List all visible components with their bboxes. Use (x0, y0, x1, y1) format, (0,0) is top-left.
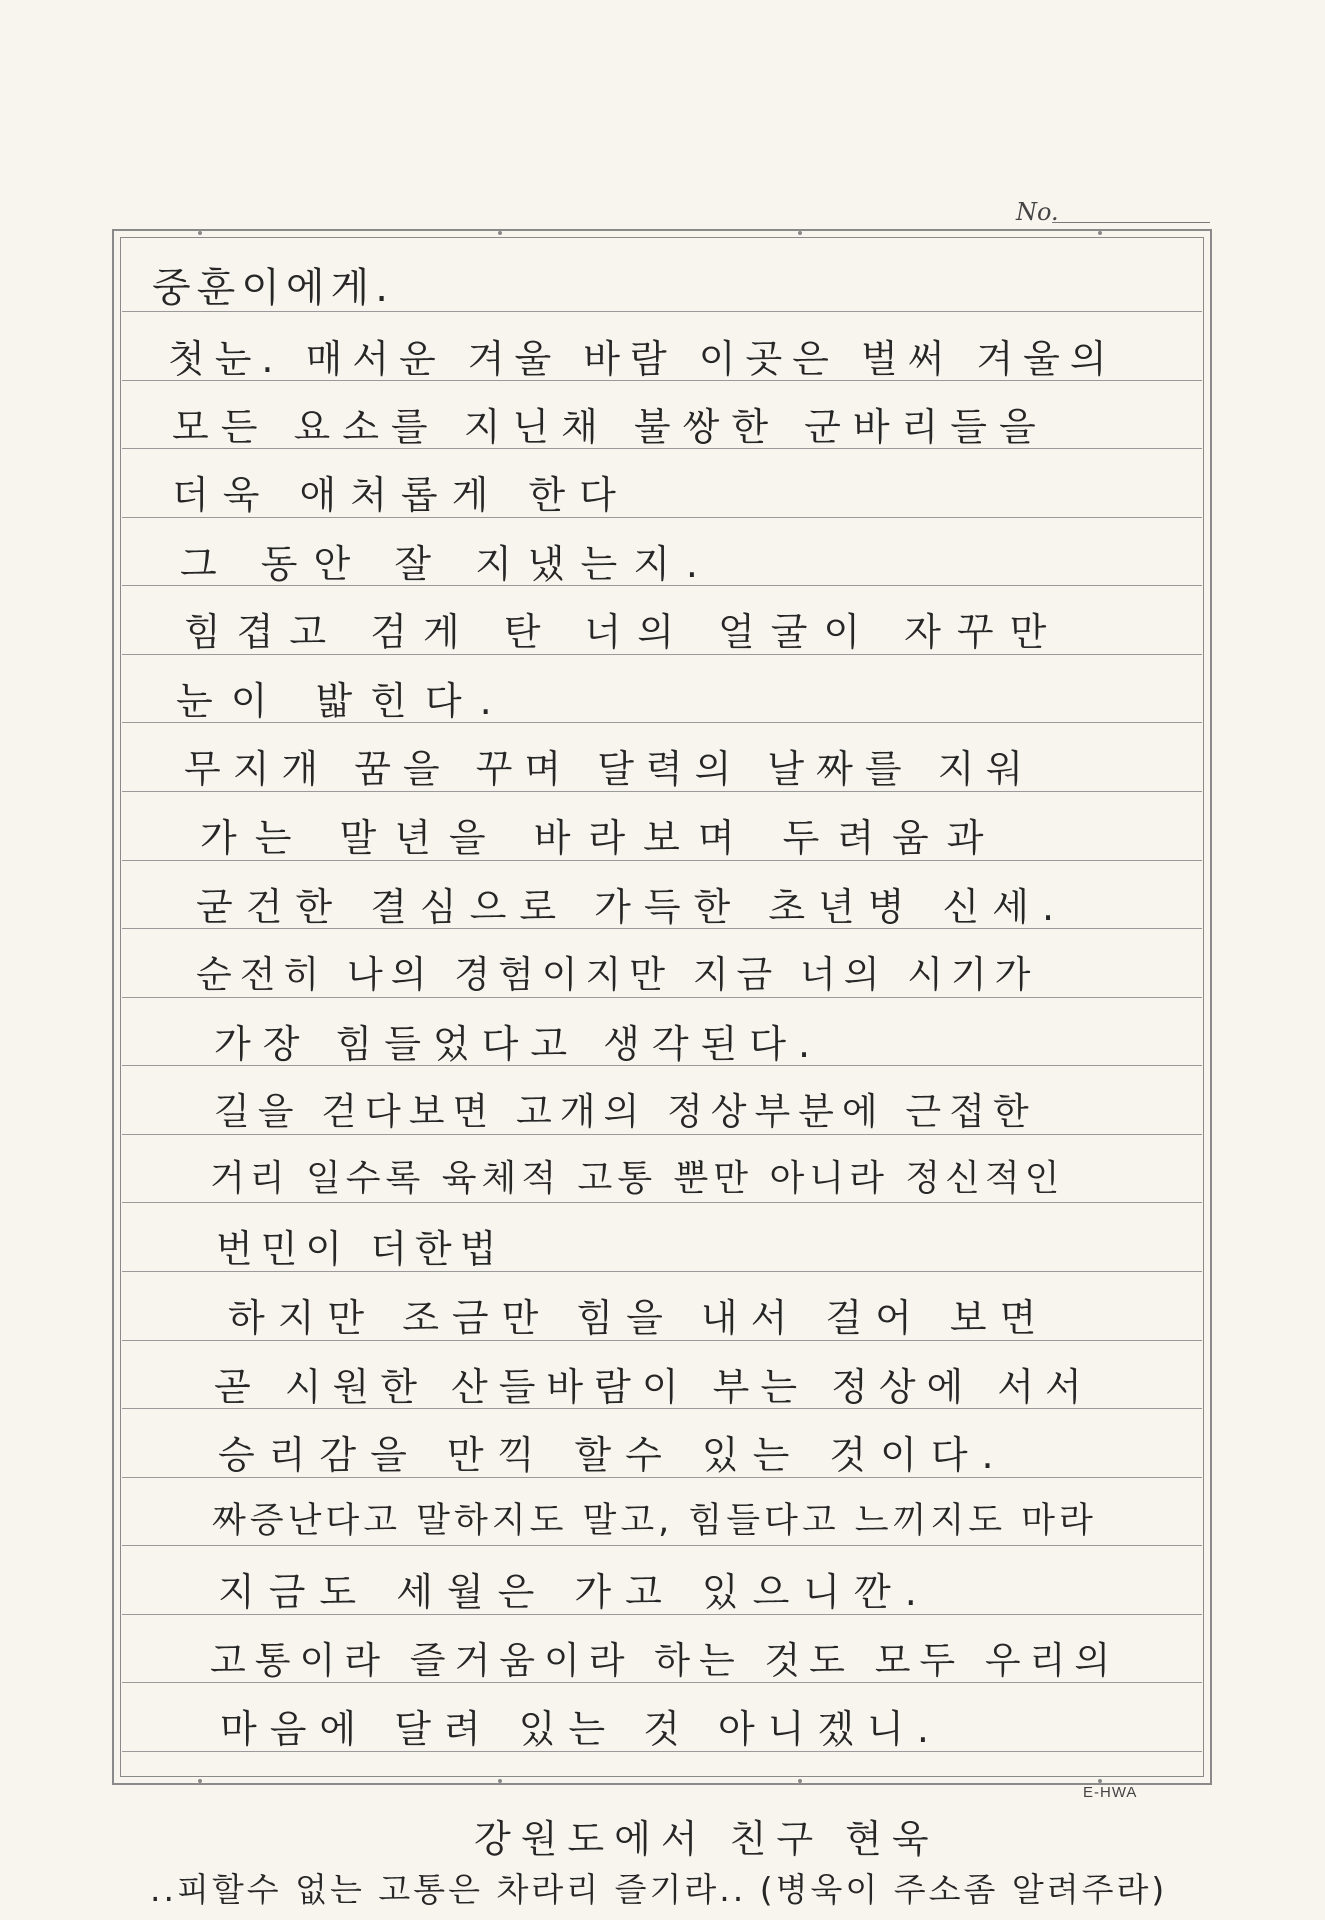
letter-line: 번민이 더한법 (216, 1227, 505, 1271)
letter-line: 무지개 꿈을 꾸며 달력의 날짜를 지워 (184, 747, 1036, 791)
ruled-line (122, 1545, 1202, 1546)
number-line (1052, 222, 1210, 223)
letter-line: 승리감을 만끽 할수 있는 것이다. (218, 1433, 1008, 1477)
salutation: 중훈이에게. (152, 265, 394, 311)
letter-line: 고통이라 즐거움이라 하는 것도 모두 우리의 (210, 1639, 1120, 1682)
frame-dot (1098, 1779, 1102, 1783)
letter-line: 눈이 밟힌다. (176, 679, 510, 723)
letter-line: 길을 걷다보면 고개의 정상부분에 근접한 (214, 1090, 1037, 1133)
letter-line: 거리 일수록 육체적 고통 뿐만 아니라 정신적인 (210, 1158, 1065, 1199)
letter-line: 더욱 애처롭게 한다 (172, 473, 630, 517)
frame-dot (798, 231, 802, 235)
number-label: No. (1016, 198, 1059, 226)
frame-dot (198, 1779, 202, 1783)
letter-line: 짜증난다고 말하지도 말고, 힘들다고 느끼지도 마라 (212, 1501, 1097, 1541)
ruled-line (122, 1202, 1202, 1203)
letter-line: 모든 요소를 지닌채 불쌍한 군바리들을 (172, 405, 1048, 449)
letter-line: 하지만 조금만 힘을 내서 걸어 보면 (228, 1296, 1050, 1340)
letter-line: 순전히 나의 경험이지만 지금 너의 시기가 (196, 953, 1039, 996)
frame-dot (198, 231, 202, 235)
frame-dot (498, 231, 502, 235)
letter-line: 마음에 달려 있는 것 아니겠니. (220, 1707, 942, 1751)
letter-line: 그 동안 잘 지냈는지. (180, 542, 714, 586)
letter-line: 가는 말년을 바라보며 두려움과 (200, 816, 1002, 860)
signature: 강원도에서 친구 현욱 (474, 1817, 939, 1861)
letter-line: 굳건한 결심으로 가득한 초년병 신세. (196, 885, 1068, 929)
frame-dot (798, 1779, 802, 1783)
postscript: ..피할수 없는 고통은 차라리 즐기라.. (병욱이 주소좀 알려주라) (150, 1870, 1168, 1909)
letter-line: 가장 힘들었다고 생각된다. (214, 1022, 823, 1066)
letter-line: 힘겹고 검게 탄 너의 얼굴이 자꾸만 (184, 610, 1063, 654)
paper-brand-mark: E-HWA (1083, 1784, 1138, 1801)
frame-dot (498, 1779, 502, 1783)
letter-line: 첫눈. 매서운 겨울 바람 이곳은 벌써 겨울의 (168, 337, 1117, 381)
letter-line: 곧 시원한 산들바람이 부는 정상에 서서 (214, 1365, 1093, 1409)
letter-line: 지금도 세월은 가고 있으니깐. (218, 1570, 931, 1614)
frame-dot (1098, 231, 1102, 235)
